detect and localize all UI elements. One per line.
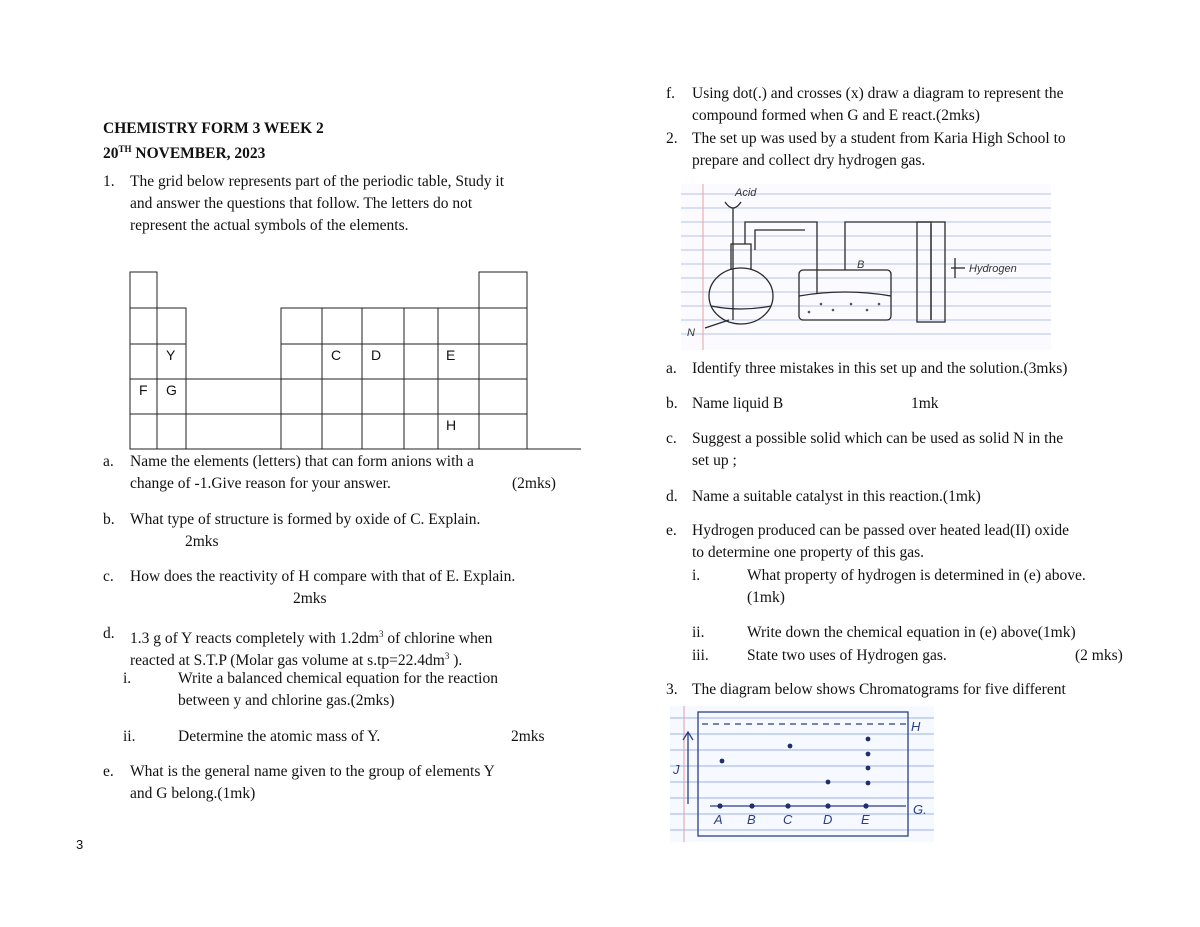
q1d-i-num: i. <box>123 670 132 687</box>
q1d-ii-num: ii. <box>123 728 136 745</box>
chrom-label-a: A <box>714 812 723 827</box>
chrom-label-g: G. <box>913 802 927 817</box>
diagram-label-hydrogen: Hydrogen <box>969 263 1017 275</box>
q2b-letter: b. <box>666 395 678 412</box>
q2e-iii-line-1: State two uses of Hydrogen gas. <box>747 647 947 664</box>
q2a-letter: a. <box>666 360 677 377</box>
document-title <box>103 118 324 164</box>
q2c-letter: c. <box>666 430 677 447</box>
q2e-ii-num: ii. <box>692 624 705 641</box>
q2-line-2: prepare and collect dry hydrogen gas. <box>692 152 926 169</box>
q1d-line-2a: reacted at S.T.P (Molar gas volume at s.tp=22.4dm <box>130 652 445 670</box>
q2b-line-1: Name liquid B <box>692 395 784 412</box>
q1b-line-1: What type of structure is formed by oxide of C. Explain. <box>130 511 481 528</box>
q2e-letter: e. <box>666 522 677 539</box>
grid-letter-d: D <box>371 347 382 363</box>
q2-number: 2. <box>666 130 678 147</box>
q3-line-1: The diagram below shows Chromatograms for five different <box>692 681 1066 698</box>
chrom-label-j: J <box>673 762 680 777</box>
q2a-line-1: Identify three mistakes in this set up and the solution.(3mks) <box>692 360 1068 377</box>
q1c-marks: 2mks <box>293 590 327 607</box>
q2e-line-2: to determine one property of this gas. <box>692 544 925 561</box>
chrom-label-h: H <box>911 719 921 734</box>
q1d-line-1b: of chlorine when <box>383 630 493 648</box>
q2e-line-1: Hydrogen produced can be passed over heated lead(II) oxide <box>692 522 1070 539</box>
q2e-i-line-1: What property of hydrogen is determined in (e) above. <box>747 567 1086 584</box>
q1d-letter: d. <box>103 625 115 642</box>
q1d-line-2b: ). <box>449 652 463 670</box>
q1a-line-2: change of -1.Give reason for your answer. <box>130 475 391 492</box>
q1b-marks: 2mks <box>185 533 219 550</box>
q1d-ii-marks: 2mks <box>511 728 545 745</box>
q1c-letter: c. <box>103 568 114 585</box>
grid-letter-h: H <box>446 417 457 433</box>
chrom-label-c: C <box>783 812 793 827</box>
q1a-line-1: Name the elements (letters) that can form anions with a <box>130 453 474 470</box>
diagram-label-b: B <box>857 259 865 271</box>
q1d-sup-2: 3 <box>444 651 450 661</box>
grid-letter-e: E <box>446 347 456 363</box>
q2e-iii-num: iii. <box>692 647 709 664</box>
q1e-letter: e. <box>103 763 114 780</box>
chrom-label-b: B <box>747 812 756 827</box>
q1d-i-line-1: Write a balanced chemical equation for the reaction <box>178 670 498 687</box>
q1e-line-2: and G belong.(1mk) <box>130 785 256 802</box>
q1a-marks: (2mks) <box>512 475 556 492</box>
q2c-line-1: Suggest a possible solid which can be used as solid N in the <box>692 430 1064 447</box>
q1e-line-1: What is the general name given to the group of elements Y <box>130 763 495 780</box>
q2e-i-num: i. <box>692 567 701 584</box>
date-day: 20 <box>103 145 119 163</box>
title-line: CHEMISTRY FORM 3 WEEK 2 <box>103 120 324 137</box>
grid-letter-g: G <box>166 382 177 398</box>
q1-number: 1. <box>103 173 115 190</box>
q1b-letter: b. <box>103 511 115 528</box>
q1d-i-line-2: between y and chlorine gas.(2mks) <box>178 692 395 709</box>
q1d-line-1a: 1.3 g of Y reacts completely with 1.2dm <box>130 630 379 648</box>
page-number: 3 <box>76 837 84 852</box>
q3-number: 3. <box>666 681 678 698</box>
date-sup: TH <box>118 144 132 154</box>
date-rest: NOVEMBER, 2023 <box>131 145 266 163</box>
diagram-label-acid: Acid <box>735 187 757 199</box>
q1-intro-line-1: The grid below represents part of the periodic table, Study it <box>130 173 505 190</box>
q1f-line-2: compound formed when G and E react.(2mks) <box>692 107 980 124</box>
q1-intro-line-3: represent the actual symbols of the elements. <box>130 217 409 234</box>
chromatogram-diagram <box>670 706 934 842</box>
q2c-line-2: set up ; <box>692 452 737 469</box>
q1f-line-1: Using dot(.) and crosses (x) draw a diagram to represent the <box>692 85 1064 102</box>
q2b-marks: 1mk <box>911 395 939 412</box>
grid-letter-f: F <box>139 382 148 398</box>
hydrogen-apparatus-diagram <box>681 184 1051 350</box>
q1c-line-1: How does the reactivity of H compare with that of E. Explain. <box>130 568 516 585</box>
chrom-label-e: E <box>861 812 870 827</box>
grid-letter-c: C <box>331 347 342 363</box>
date-line <box>103 139 324 164</box>
q2e-ii-line-1: Write down the chemical equation in (e) above(1mk) <box>747 624 1076 641</box>
q2d-line-1: Name a suitable catalyst in this reaction.(1mk) <box>692 488 981 505</box>
q1a-letter: a. <box>103 453 114 470</box>
periodic-grid <box>120 262 590 454</box>
diagram-label-n: N <box>687 327 695 339</box>
q1d-sup-1: 3 <box>378 629 384 639</box>
q1f-letter: f. <box>666 85 676 102</box>
q2-line-1: The set up was used by a student from Karia High School to <box>692 130 1066 147</box>
q2e-i-line-2: (1mk) <box>747 589 785 606</box>
q1-intro-line-2: and answer the questions that follow. The letters do not <box>130 195 473 212</box>
grid-letter-y: Y <box>166 347 176 363</box>
chrom-label-d: D <box>823 812 833 827</box>
q2e-iii-marks: (2 mks) <box>1075 647 1123 664</box>
q2d-letter: d. <box>666 488 678 505</box>
q1d-ii-line-1: Determine the atomic mass of Y. <box>178 728 381 745</box>
